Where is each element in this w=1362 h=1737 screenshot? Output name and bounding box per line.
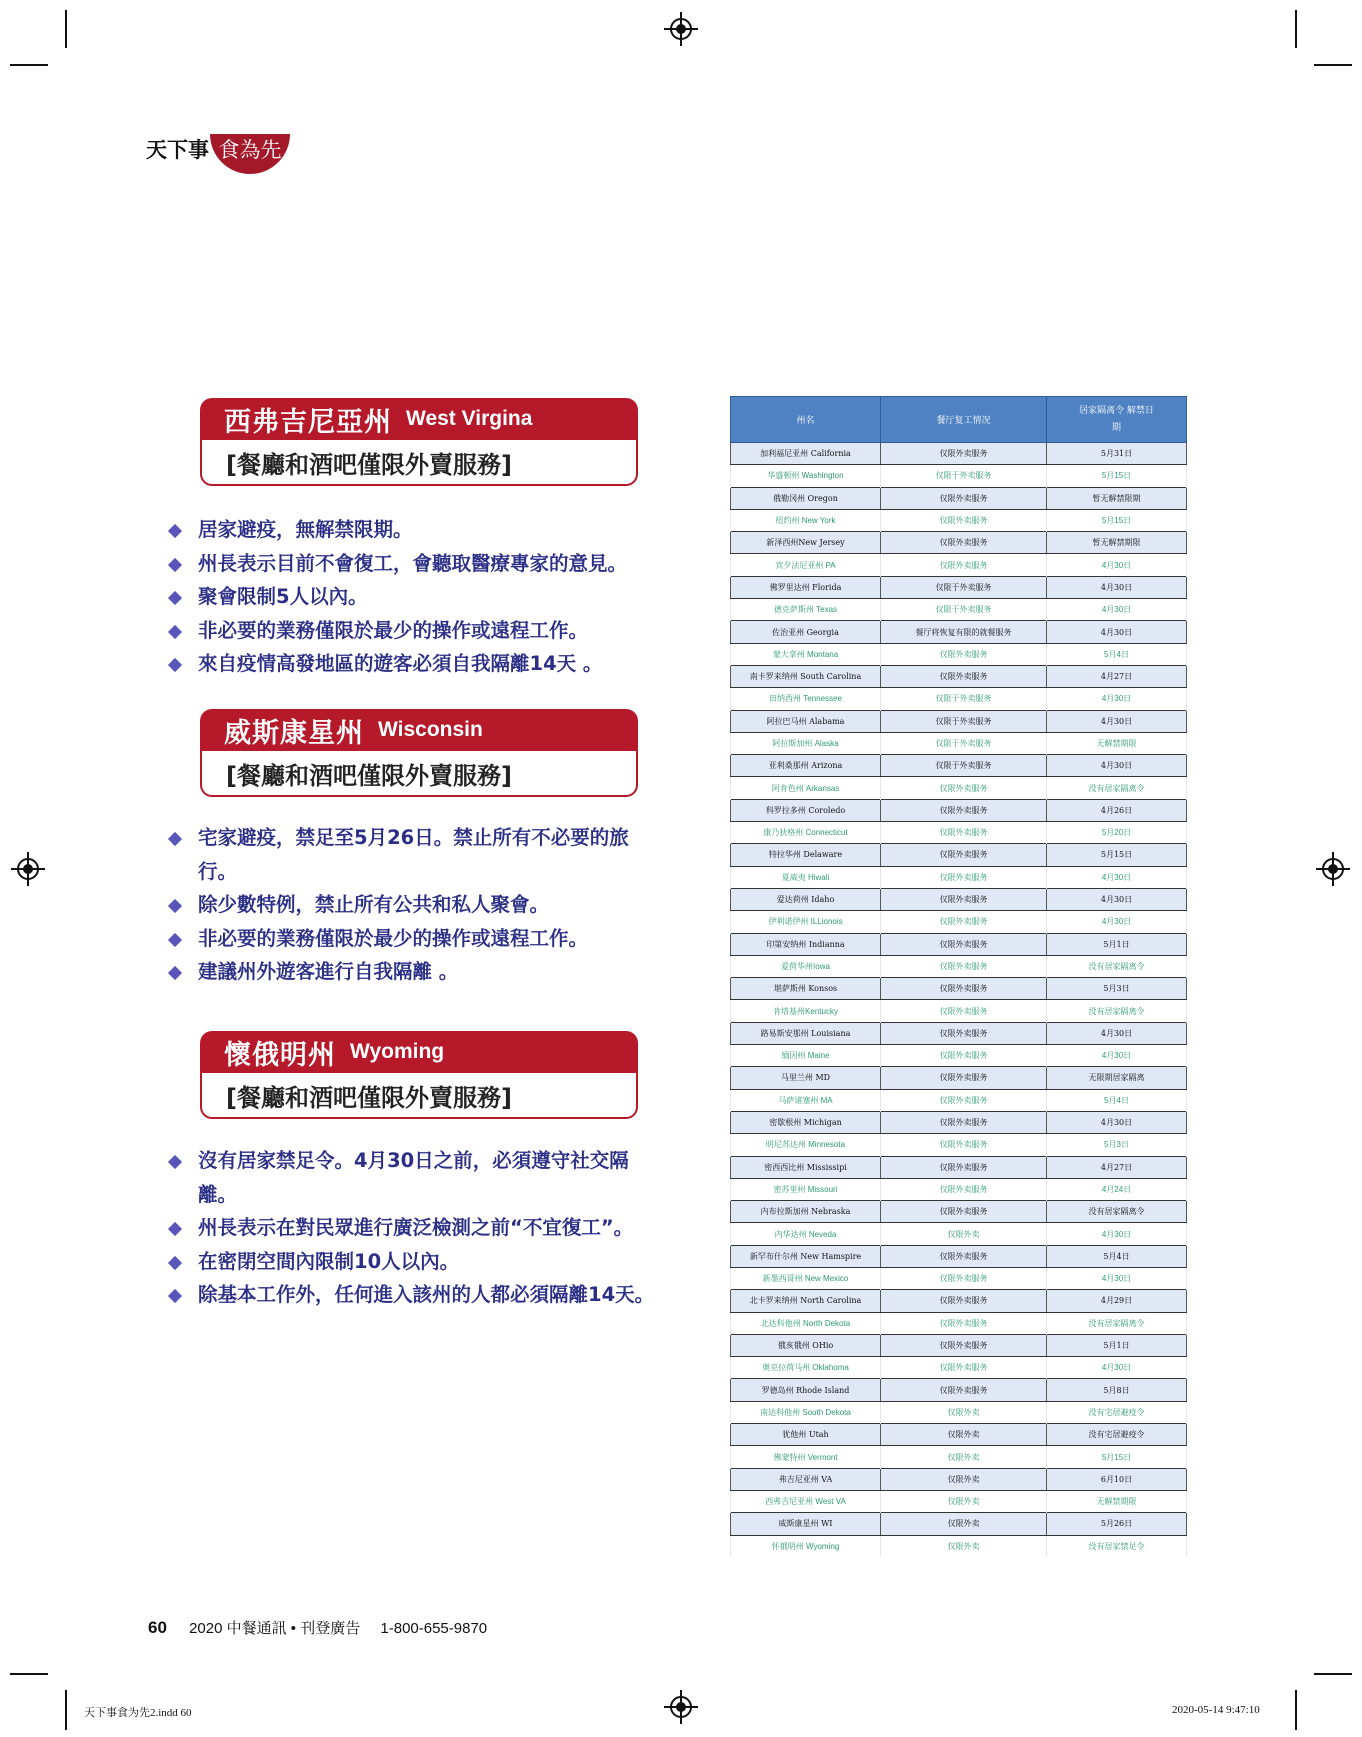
table-row <box>731 1334 1187 1356</box>
state-card-title-bar <box>200 709 638 751</box>
state-cell: 蒙大拿州 Montana <box>731 643 881 665</box>
date-cell: 5月26日 <box>1047 1513 1187 1535</box>
state-cell: 内布拉斯加州 Nebraska <box>731 1201 881 1223</box>
state-cell: 俄勒冈州 Oregon <box>731 487 881 509</box>
state-cell: 佐治亚州 Georgia <box>731 621 881 643</box>
section-header-bowl <box>210 134 290 174</box>
state-cell: 印第安纳州 Indianna <box>731 933 881 955</box>
footer-text: 2020 中餐通訊 • 刊登廣告 <box>189 1620 361 1637</box>
date-cell: 5月8日 <box>1047 1379 1187 1401</box>
date-cell: 5月15日 <box>1047 509 1187 531</box>
state-cell: 路易斯安那州 Louisiana <box>731 1022 881 1044</box>
status-cell: 仅限外卖服务 <box>881 1178 1047 1200</box>
table-row <box>731 1223 1187 1245</box>
restaurant-status-table <box>730 396 1187 1557</box>
diamond-bullet-icon <box>168 1289 182 1303</box>
table-header-row <box>731 397 1187 443</box>
status-cell: 仅限外卖服务 <box>881 955 1047 977</box>
date-cell: 4月30日 <box>1047 866 1187 888</box>
table-row <box>731 1022 1187 1044</box>
bullet-item: 州長表示在對民眾進行廣泛檢測之前“不宜復工”。 <box>168 1211 658 1245</box>
status-cell: 仅限外卖服务 <box>881 487 1047 509</box>
date-cell: 4月30日 <box>1047 755 1187 777</box>
status-cell: 仅限于外卖服务 <box>881 599 1047 621</box>
state-name-cn: 威斯康星州 <box>224 717 364 749</box>
status-cell: 仅限外卖服务 <box>881 1334 1047 1356</box>
state-cell: 田纳西州 Tennessee <box>731 688 881 710</box>
table-row <box>731 888 1187 910</box>
status-cell: 仅限外卖服务 <box>881 1134 1047 1156</box>
status-cell: 仅限于外卖服务 <box>881 732 1047 754</box>
bullet-list-wyoming <box>168 1144 658 1312</box>
state-card-wyoming <box>200 1031 638 1119</box>
status-cell: 仅限外卖服务 <box>881 1312 1047 1334</box>
status-cell: 仅限外卖服务 <box>881 554 1047 576</box>
date-cell: 4月30日 <box>1047 554 1187 576</box>
registration-mark-icon <box>1322 858 1344 880</box>
table-row <box>731 509 1187 531</box>
state-card-wisconsin <box>200 709 638 797</box>
date-cell: 4月30日 <box>1047 599 1187 621</box>
column-header-state: 州名 <box>731 397 881 443</box>
section-header-label: 天下事 <box>146 138 209 162</box>
state-cell: 内华达州 Neveda <box>731 1223 881 1245</box>
state-cell: 马里兰州 MD <box>731 1067 881 1089</box>
date-cell: 4月30日 <box>1047 1223 1187 1245</box>
bullet-item: 宅家避疫，禁足至5月26日。禁止所有不必要的旅行。 <box>168 821 658 888</box>
status-cell: 餐厅将恢复有限的就餐服务 <box>881 621 1047 643</box>
status-cell: 仅限外卖服务 <box>881 643 1047 665</box>
state-cell: 罗德岛州 Rhode Island <box>731 1379 881 1401</box>
table-row <box>731 487 1187 509</box>
table-row <box>731 554 1187 576</box>
status-cell: 仅限外卖 <box>881 1468 1047 1490</box>
diamond-bullet-icon <box>168 1222 182 1236</box>
state-cell: 佛罗里达州 Florida <box>731 576 881 598</box>
status-cell: 仅限外卖 <box>881 1490 1047 1512</box>
slug-file-name: 天下事食为先2.indd 60 <box>84 1707 192 1719</box>
date-cell: 4月29日 <box>1047 1290 1187 1312</box>
state-cell: 亚利桑那州 Arizona <box>731 755 881 777</box>
status-cell: 仅限外卖服务 <box>881 844 1047 866</box>
table-row <box>731 1000 1187 1022</box>
table-row <box>731 1312 1187 1334</box>
state-card-subtitle: [餐廳和酒吧僅限外賣服務] <box>200 751 638 797</box>
status-cell: 仅限于外卖服务 <box>881 465 1047 487</box>
table-row <box>731 799 1187 821</box>
state-cell: 密西西比州 Mississipi <box>731 1156 881 1178</box>
crop-mark <box>1295 10 1297 48</box>
date-cell: 5月1日 <box>1047 1334 1187 1356</box>
state-cell: 北达科他州 North Dekota <box>731 1312 881 1334</box>
status-cell: 仅限外卖 <box>881 1535 1047 1557</box>
table-row <box>731 1513 1187 1535</box>
status-cell: 仅限外卖服务 <box>881 978 1047 1000</box>
table-body <box>731 443 1187 1557</box>
table-row <box>731 866 1187 888</box>
table-row <box>731 933 1187 955</box>
state-cell: 南达科他州 South Dekota <box>731 1401 881 1423</box>
status-cell: 仅限外卖服务 <box>881 1045 1047 1067</box>
status-cell: 仅限于外卖服务 <box>881 688 1047 710</box>
table-row <box>731 1178 1187 1200</box>
date-cell: 4月27日 <box>1047 665 1187 687</box>
state-card-subtitle: [餐廳和酒吧僅限外賣服務] <box>200 1073 638 1119</box>
state-cell: 新泽西州New Jersey <box>731 532 881 554</box>
table-row <box>731 443 1187 465</box>
state-card-title-bar <box>200 1031 638 1073</box>
state-cell: 新罕布什尔州 New Hamspire <box>731 1245 881 1267</box>
state-card-subtitle: [餐廳和酒吧僅限外賣服務] <box>200 440 638 486</box>
state-name-en: Wisconsin <box>378 718 483 741</box>
state-cell: 爱达荷州 Idaho <box>731 888 881 910</box>
table-row <box>731 665 1187 687</box>
state-cell: 密歇根州 Michigan <box>731 1111 881 1133</box>
table-row <box>731 732 1187 754</box>
slug-timestamp: 2020-05-14 9:47:10 <box>1172 1704 1260 1716</box>
page-footer <box>148 1617 487 1638</box>
table-row <box>731 755 1187 777</box>
section-header-bowl-text: 食為先 <box>218 138 282 162</box>
state-cell: 阿肯色州 Arkansas <box>731 777 881 799</box>
state-cell: 特拉华州 Delaware <box>731 844 881 866</box>
state-cell: 阿拉斯加州 Alaska <box>731 732 881 754</box>
table-row <box>731 822 1187 844</box>
state-cell: 伊利诺伊州 ILLionois <box>731 911 881 933</box>
diamond-bullet-icon <box>168 557 182 571</box>
date-cell: 4月30日 <box>1047 1111 1187 1133</box>
date-cell: 没有居家隔离令 <box>1047 777 1187 799</box>
state-cell: 佛蒙特州 Vermont <box>731 1446 881 1468</box>
bullet-item: 非必要的業務僅限於最少的操作或遠程工作。 <box>168 614 658 648</box>
table-row <box>731 955 1187 977</box>
diamond-bullet-icon <box>168 966 182 980</box>
state-cell: 马萨诸塞州 MA <box>731 1089 881 1111</box>
table-row <box>731 1290 1187 1312</box>
state-name-cn: 西弗吉尼亞州 <box>224 406 392 438</box>
status-cell: 仅限外卖服务 <box>881 933 1047 955</box>
status-cell: 仅限外卖服务 <box>881 532 1047 554</box>
state-cell: 德克萨斯州 Texas <box>731 599 881 621</box>
date-cell: 没有宅居避疫令 <box>1047 1401 1187 1423</box>
diamond-bullet-icon <box>168 624 182 638</box>
state-cell: 北卡罗来纳州 North Carolina <box>731 1290 881 1312</box>
status-cell: 仅限于外卖服务 <box>881 710 1047 732</box>
diamond-bullet-icon <box>168 932 182 946</box>
date-cell: 5月20日 <box>1047 822 1187 844</box>
date-cell: 4月30日 <box>1047 1045 1187 1067</box>
diamond-bullet-icon <box>168 899 182 913</box>
registration-mark-icon <box>17 858 39 880</box>
state-cell: 阿拉巴马州 Alabama <box>731 710 881 732</box>
table-row <box>731 1111 1187 1133</box>
status-cell: 仅限外卖服务 <box>881 1201 1047 1223</box>
table-row <box>731 911 1187 933</box>
date-cell: 没有居家隔离令 <box>1047 955 1187 977</box>
date-cell: 没有居家隔离令 <box>1047 1000 1187 1022</box>
date-cell: 5月3日 <box>1047 1134 1187 1156</box>
page-number: 60 <box>148 1618 167 1637</box>
bullet-item: 除少數特例，禁止所有公共和私人聚會。 <box>168 888 658 922</box>
date-cell: 5月4日 <box>1047 1089 1187 1111</box>
registration-mark-icon <box>670 1696 692 1718</box>
bullet-item: 建議州外遊客進行自我隔離 。 <box>168 955 658 989</box>
date-cell: 5月15日 <box>1047 465 1187 487</box>
date-cell: 4月30日 <box>1047 710 1187 732</box>
status-cell: 仅限外卖服务 <box>881 1067 1047 1089</box>
crop-mark <box>10 1673 48 1675</box>
table-row <box>731 1357 1187 1379</box>
table-row <box>731 1067 1187 1089</box>
status-cell: 仅限外卖 <box>881 1424 1047 1446</box>
diamond-bullet-icon <box>168 1255 182 1269</box>
state-cell: 俄亥俄州 OHio <box>731 1334 881 1356</box>
status-cell: 仅限外卖服务 <box>881 1089 1047 1111</box>
footer-phone: 1-800-655-9870 <box>380 1620 488 1637</box>
date-cell: 6月10日 <box>1047 1468 1187 1490</box>
table-row <box>731 777 1187 799</box>
state-cell: 华盛顿州 Washington <box>731 465 881 487</box>
date-cell: 无解禁期限 <box>1047 1490 1187 1512</box>
state-cell: 缅因州 Maine <box>731 1045 881 1067</box>
state-cell: 纽约州 New York <box>731 509 881 531</box>
state-cell: 奥克拉荷马州 Oklahoma <box>731 1357 881 1379</box>
date-cell: 没有居家隔离令 <box>1047 1312 1187 1334</box>
status-cell: 仅限外卖服务 <box>881 866 1047 888</box>
date-cell: 4月27日 <box>1047 1156 1187 1178</box>
status-cell: 仅限外卖服务 <box>881 1267 1047 1289</box>
state-cell: 加利福尼亚州 California <box>731 443 881 465</box>
status-cell: 仅限外卖服务 <box>881 1290 1047 1312</box>
bullet-item: 州長表示目前不會復工，會聽取醫療專家的意見。 <box>168 547 658 581</box>
table-row <box>731 1134 1187 1156</box>
state-cell: 康乃狄格州 Connecticut <box>731 822 881 844</box>
date-cell: 4月30日 <box>1047 888 1187 910</box>
table-row <box>731 465 1187 487</box>
date-cell: 4月30日 <box>1047 576 1187 598</box>
table-row <box>731 532 1187 554</box>
table-row <box>731 688 1187 710</box>
status-cell: 仅限外卖服务 <box>881 1000 1047 1022</box>
date-cell: 4月30日 <box>1047 1357 1187 1379</box>
status-cell: 仅限外卖服务 <box>881 799 1047 821</box>
state-cell: 新墨西哥州 New Mexico <box>731 1267 881 1289</box>
crop-mark <box>65 10 67 48</box>
state-card-title-bar <box>200 398 638 440</box>
status-cell: 仅限外卖 <box>881 1223 1047 1245</box>
bullet-item: 來自疫情高發地區的遊客必須自我隔離14天 。 <box>168 647 658 681</box>
table-row <box>731 1201 1187 1223</box>
state-card-west-virginia <box>200 398 638 486</box>
state-cell: 肯塔基州Kentucky <box>731 1000 881 1022</box>
crop-mark <box>10 64 48 66</box>
bullet-item: 聚會限制5人以內。 <box>168 580 658 614</box>
state-cell: 弗吉尼亚州 VA <box>731 1468 881 1490</box>
status-cell: 仅限外卖服务 <box>881 1379 1047 1401</box>
table-row <box>731 1245 1187 1267</box>
status-cell: 仅限外卖服务 <box>881 777 1047 799</box>
crop-mark <box>65 1690 67 1730</box>
column-header-lift-date: 居家隔离令 解禁日期 <box>1047 397 1187 443</box>
table-row <box>731 621 1187 643</box>
status-cell: 仅限外卖 <box>881 1513 1047 1535</box>
table-row <box>731 1424 1187 1446</box>
status-cell: 仅限外卖服务 <box>881 1111 1047 1133</box>
state-cell: 南卡罗来纳州 South Carolina <box>731 665 881 687</box>
date-cell: 4月30日 <box>1047 621 1187 643</box>
date-cell: 5月15日 <box>1047 844 1187 866</box>
diamond-bullet-icon <box>168 524 182 538</box>
state-cell: 怀俄明州 Wyoming <box>731 1535 881 1557</box>
status-cell: 仅限外卖 <box>881 1401 1047 1423</box>
status-cell: 仅限外卖 <box>881 1446 1047 1468</box>
date-cell: 5月3日 <box>1047 978 1187 1000</box>
date-cell: 暂无解禁限期 <box>1047 487 1187 509</box>
date-cell: 没有宅居避疫令 <box>1047 1424 1187 1446</box>
table-row <box>731 710 1187 732</box>
status-cell: 仅限外卖服务 <box>881 509 1047 531</box>
status-cell: 仅限外卖服务 <box>881 1245 1047 1267</box>
table-row <box>731 1490 1187 1512</box>
table-row <box>731 1446 1187 1468</box>
date-cell: 4月26日 <box>1047 799 1187 821</box>
state-cell: 密苏里州 Missouri <box>731 1178 881 1200</box>
table-row <box>731 978 1187 1000</box>
column-header-restaurant-status: 餐厅复工情况 <box>881 397 1047 443</box>
status-cell: 仅限外卖服务 <box>881 822 1047 844</box>
state-name-en: West Virgina <box>406 407 533 430</box>
date-cell: 4月24日 <box>1047 1178 1187 1200</box>
state-cell: 科罗拉多州 Coroledo <box>731 799 881 821</box>
registration-mark-icon <box>670 18 692 40</box>
state-cell: 宾夕法尼亚州 PA <box>731 554 881 576</box>
bullet-list-west-virginia <box>168 513 658 681</box>
state-cell: 爱荷华州Iowa <box>731 955 881 977</box>
state-cell: 犹他州 Utah <box>731 1424 881 1446</box>
table-row <box>731 1267 1187 1289</box>
date-cell: 没有居家禁足令 <box>1047 1535 1187 1557</box>
table-row <box>731 1045 1187 1067</box>
date-cell: 4月30日 <box>1047 1267 1187 1289</box>
table-row <box>731 576 1187 598</box>
bullet-item: 沒有居家禁足令。4月30日之前，必須遵守社交隔離。 <box>168 1144 658 1211</box>
status-cell: 仅限于外卖服务 <box>881 755 1047 777</box>
diamond-bullet-icon <box>168 658 182 672</box>
state-name-cn: 懷俄明州 <box>224 1039 336 1071</box>
date-cell: 4月30日 <box>1047 1022 1187 1044</box>
status-cell: 仅限外卖服务 <box>881 888 1047 910</box>
table-row <box>731 599 1187 621</box>
bullet-item: 除基本工作外，任何進入該州的人都必須隔離14天。 <box>168 1278 658 1312</box>
state-cell: 西弗吉尼亚州 West VA <box>731 1490 881 1512</box>
date-cell: 5月31日 <box>1047 443 1187 465</box>
date-cell: 5月15日 <box>1047 1446 1187 1468</box>
bullet-item: 居家避疫，無解禁限期。 <box>168 513 658 547</box>
table-row <box>731 1156 1187 1178</box>
table-row <box>731 844 1187 866</box>
table-row <box>731 1401 1187 1423</box>
state-cell: 堪萨斯州 Konsos <box>731 978 881 1000</box>
state-cell: 明尼苏达州 Minnesota <box>731 1134 881 1156</box>
bullet-item: 非必要的業務僅限於最少的操作或遠程工作。 <box>168 922 658 956</box>
bullet-list-wisconsin <box>168 821 658 989</box>
date-cell: 暂无解禁期限 <box>1047 532 1187 554</box>
state-name-en: Wyoming <box>350 1040 445 1063</box>
date-cell: 没有居家隔离令 <box>1047 1201 1187 1223</box>
table-row <box>731 1379 1187 1401</box>
crop-mark <box>1295 1690 1297 1730</box>
date-cell: 5月1日 <box>1047 933 1187 955</box>
state-cell: 威斯康星州 WI <box>731 1513 881 1535</box>
crop-mark <box>1314 64 1352 66</box>
status-cell: 仅限外卖服务 <box>881 1357 1047 1379</box>
crop-mark <box>1314 1673 1352 1675</box>
status-cell: 仅限外卖服务 <box>881 443 1047 465</box>
state-cell: 夏威夷 Hiwali <box>731 866 881 888</box>
diamond-bullet-icon <box>168 591 182 605</box>
diamond-bullet-icon <box>168 832 182 846</box>
status-cell: 仅限于外卖服务 <box>881 576 1047 598</box>
diamond-bullet-icon <box>168 1155 182 1169</box>
date-cell: 无限期居家隔离 <box>1047 1067 1187 1089</box>
status-cell: 仅限外卖服务 <box>881 665 1047 687</box>
table-row <box>731 1468 1187 1490</box>
status-cell: 仅限外卖服务 <box>881 1022 1047 1044</box>
bullet-item: 在密閉空間內限制10人以內。 <box>168 1245 658 1279</box>
date-cell: 5月4日 <box>1047 1245 1187 1267</box>
status-cell: 仅限外卖服务 <box>881 1156 1047 1178</box>
date-cell: 无解禁期限 <box>1047 732 1187 754</box>
table-row <box>731 1535 1187 1557</box>
date-cell: 4月30日 <box>1047 688 1187 710</box>
date-cell: 5月4日 <box>1047 643 1187 665</box>
table-row <box>731 643 1187 665</box>
date-cell: 4月30日 <box>1047 911 1187 933</box>
table-row <box>731 1089 1187 1111</box>
status-cell: 仅限外卖服务 <box>881 911 1047 933</box>
